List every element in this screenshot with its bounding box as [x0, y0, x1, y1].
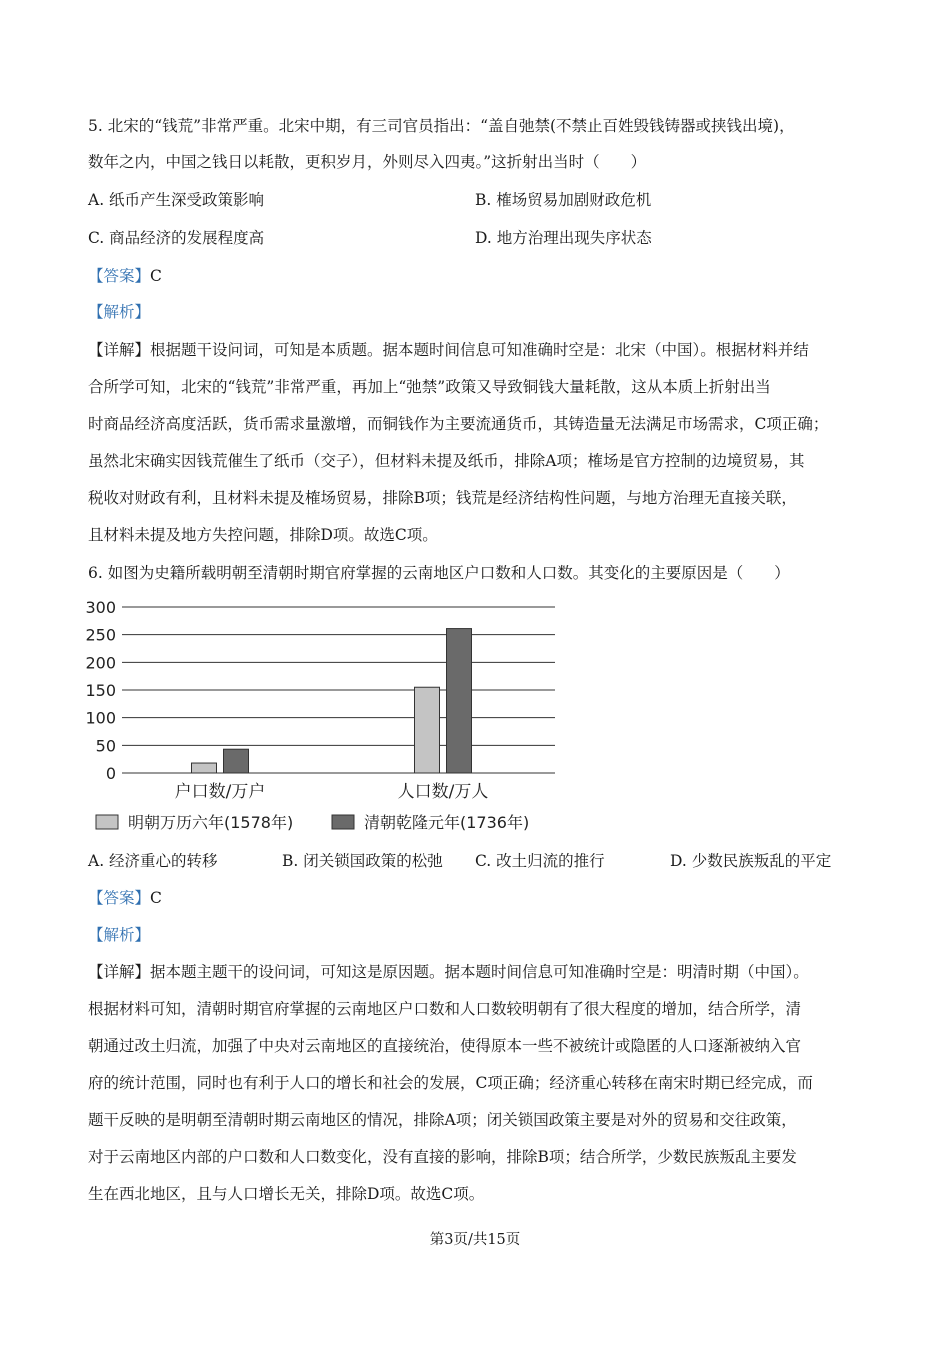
q5-option-a: A. 纸币产生深受政策影响	[88, 191, 265, 209]
q5-detail-line3: 时商品经济高度活跃，货币需求量激增，而铜钱作为主要流通货币，其铸造量无法满足市场需求，C项正确；	[88, 415, 829, 433]
q5-answer-label: 【答案】	[88, 267, 151, 285]
q6-detail-line5: 题干反映的是明朝至清朝时期云南地区的情况，排除A项；闭关锁国政策主要是对外的贸易和交往政策，	[88, 1111, 797, 1129]
y-tick-label: 200	[85, 653, 116, 673]
y-tick-label: 100	[85, 708, 116, 728]
q6-answer-value: C	[150, 889, 162, 907]
bar-qing-0	[224, 749, 249, 773]
q6-detail-line4: 府的统计范围，同时也有利于人口的增长和社会的发展，C项正确；经济重心转移在南宋时期已经完成，而	[88, 1074, 813, 1092]
q5-answer-value: C	[150, 267, 162, 285]
q6-option-a: A. 经济重心的转移	[88, 852, 218, 870]
q5-option-c: C. 商品经济的发展程度高	[88, 229, 265, 247]
q6-detail-label: 【详解】	[88, 963, 151, 981]
q5-answer	[88, 266, 162, 286]
q6-option-d: D. 少数民族叛乱的平定	[670, 852, 832, 870]
bar-ming-0	[192, 763, 217, 773]
q5-analysis-label: 【解析】	[88, 303, 151, 321]
page-footer: 第3页/共15页	[429, 1232, 521, 1248]
q5-option-b: B. 榷场贸易加剧财政危机	[475, 191, 652, 209]
q6-detail-line6: 对于云南地区内部的户口数和人口数变化，没有直接的影响，排除B项；结合所学，少数民族叛乱主要发	[88, 1148, 797, 1166]
q6-detail-text1: 据本题主题干的设问词，可知这是原因题。据本题时间信息可知准确时空是：明清时期（中国）。	[150, 963, 809, 981]
q5-stem-line1: 5. 北宋的“钱荒”非常严重。北宋中期，有三司官员指出：“盖自弛禁(不禁止百姓毁钱铸器或挟钱出境)，	[88, 117, 795, 135]
q6-answer-label: 【答案】	[88, 889, 151, 907]
q5-stem-line2: 数年之内，中国之钱日以耗散，更积岁月，外则尽入四夷。”这折射出当时（ ）	[88, 153, 647, 171]
q6-stem: 6. 如图为史籍所载明朝至清朝时期官府掌握的云南地区户口数和人口数。其变化的主要原因是（ ）	[88, 564, 790, 582]
bar-qing-1	[447, 629, 472, 773]
q6-analysis-label: 【解析】	[88, 926, 151, 944]
y-tick-label: 300	[85, 598, 116, 617]
q5-detail-line5: 税收对财政有利，且材料未提及榷场贸易，排除B项；钱荒是经济结构性问题，与地方治理无直接关联，	[88, 489, 797, 507]
y-tick-label: 0	[105, 764, 116, 783]
q6-option-c: C. 改土归流的推行	[475, 852, 605, 870]
q5-detail-text1: 根据题干设问词，可知是本质题。据本题时间信息可知准确时空是：北宋（中国）。根据材料并结	[150, 341, 809, 359]
q5-detail-line1	[88, 340, 809, 360]
x-category-label: 户口数/万户	[174, 782, 266, 802]
x-category-label: 人口数/万人	[397, 782, 489, 802]
q5-detail-line2: 合所学可知，北宋的“钱荒”非常严重，再加上“弛禁”政策又导致铜钱大量耗散，这从本质上折射出当	[88, 378, 771, 396]
q6-detail-line7: 生在西北地区，且与人口增长无关，排除D项。故选C项。	[88, 1185, 485, 1203]
population-bar-chart	[80, 595, 570, 840]
legend-swatch	[332, 815, 354, 829]
q5-detail-line6: 且材料未提及地方失控问题，排除D项。故选C项。	[88, 526, 438, 544]
y-tick-label: 250	[85, 625, 116, 645]
q6-detail-line3: 朝通过改土归流，加强了中央对云南地区的直接统治，使得原本一些不被统计或隐匿的人口逐渐被纳入官	[88, 1037, 802, 1055]
q6-answer	[88, 888, 162, 908]
q5-detail-label: 【详解】	[88, 341, 151, 359]
legend-swatch	[96, 815, 118, 829]
q6-detail-line1	[88, 962, 809, 982]
y-tick-label: 150	[85, 681, 116, 700]
bar-ming-1	[415, 687, 440, 773]
y-tick-label: 50	[95, 736, 116, 756]
q6-option-b: B. 闭关锁国政策的松弛	[282, 852, 443, 870]
q6-detail-line2: 根据材料可知，清朝时期官府掌握的云南地区户口数和人口数较明朝有了很大程度的增加，结合所学，清	[88, 1000, 802, 1018]
legend-label: 明朝万历六年(1578年)	[128, 813, 294, 832]
q5-detail-line4: 虽然北宋确实因钱荒催生了纸币（交子），但材料未提及纸币，排除A项；榷场是官方控制的边境贸易，其	[88, 452, 805, 470]
q5-option-d: D. 地方治理出现失序状态	[475, 229, 652, 247]
legend-label: 清朝乾隆元年(1736年)	[364, 813, 530, 832]
